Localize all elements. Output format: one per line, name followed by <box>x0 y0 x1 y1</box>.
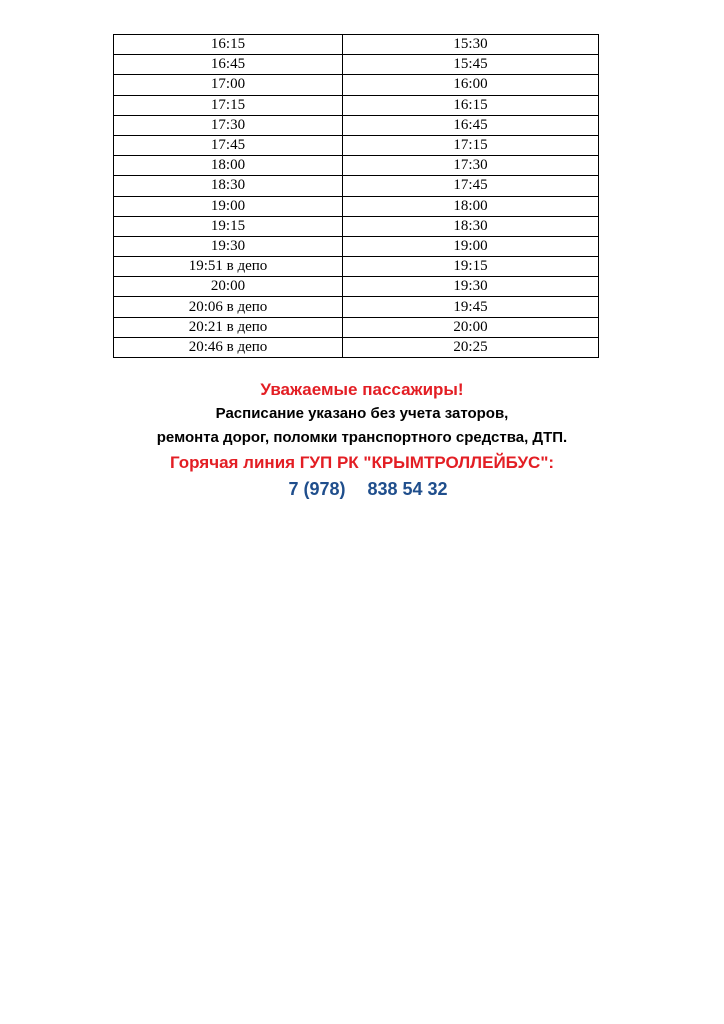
table-row <box>114 95 599 115</box>
return-time-cell: 16:15 <box>343 95 599 115</box>
table-row <box>114 35 599 55</box>
phone-number: 838 54 32 <box>367 479 448 499</box>
departure-time-cell: 19:30 <box>114 236 343 256</box>
table-row <box>114 75 599 95</box>
hotline-phone <box>0 476 724 502</box>
return-time-cell: 18:30 <box>343 216 599 236</box>
return-time-cell: 19:15 <box>343 257 599 277</box>
return-time-cell: 16:00 <box>343 75 599 95</box>
departure-time-cell: 17:15 <box>114 95 343 115</box>
table-row <box>114 317 599 337</box>
departure-time-cell: 19:15 <box>114 216 343 236</box>
departure-time-cell: 19:00 <box>114 196 343 216</box>
departure-time-cell: 16:45 <box>114 55 343 75</box>
table-row <box>114 277 599 297</box>
table-row <box>114 236 599 256</box>
return-time-cell: 20:00 <box>343 317 599 337</box>
table-row <box>114 337 599 357</box>
table-row <box>114 156 599 176</box>
return-time-cell: 15:30 <box>343 35 599 55</box>
schedule-body <box>114 35 599 358</box>
departure-time-cell: 17:00 <box>114 75 343 95</box>
departure-time-cell: 18:00 <box>114 156 343 176</box>
return-time-cell: 17:15 <box>343 135 599 155</box>
return-time-cell: 19:00 <box>343 236 599 256</box>
departure-time-cell: 20:00 <box>114 277 343 297</box>
notice-line-2: ремонта дорог, поломки транспортного средства, ДТП. <box>156 429 568 446</box>
departure-time-cell: 20:46 в депо <box>114 337 343 357</box>
return-time-cell: 19:30 <box>343 277 599 297</box>
return-time-cell: 17:45 <box>343 176 599 196</box>
departure-time-cell: 16:15 <box>114 35 343 55</box>
table-row <box>114 115 599 135</box>
table-row <box>114 257 599 277</box>
departure-time-cell: 20:06 в депо <box>114 297 343 317</box>
departure-time-cell: 20:21 в депо <box>114 317 343 337</box>
departure-time-cell: 17:30 <box>114 115 343 135</box>
phone-code: 7 (978) <box>288 479 346 499</box>
return-time-cell: 19:45 <box>343 297 599 317</box>
departure-time-cell: 19:51 в депо <box>114 257 343 277</box>
departure-time-cell: 18:30 <box>114 176 343 196</box>
schedule-table <box>113 34 599 358</box>
table-row <box>114 196 599 216</box>
return-time-cell: 20:25 <box>343 337 599 357</box>
notice-heading: Уважаемые пассажиры! <box>260 380 464 399</box>
return-time-cell: 18:00 <box>343 196 599 216</box>
table-row <box>114 216 599 236</box>
notice-line-1: Расписание указано без учета заторов, <box>215 405 509 422</box>
table-row <box>114 297 599 317</box>
hotline-label: Горячая линия ГУП РК "КРЫМТРОЛЛЕЙБУС": <box>169 453 555 472</box>
return-time-cell: 16:45 <box>343 115 599 135</box>
table-row <box>114 176 599 196</box>
passenger-notice <box>0 378 724 502</box>
table-row <box>114 55 599 75</box>
table-row <box>114 135 599 155</box>
departure-time-cell: 17:45 <box>114 135 343 155</box>
return-time-cell: 15:45 <box>343 55 599 75</box>
return-time-cell: 17:30 <box>343 156 599 176</box>
